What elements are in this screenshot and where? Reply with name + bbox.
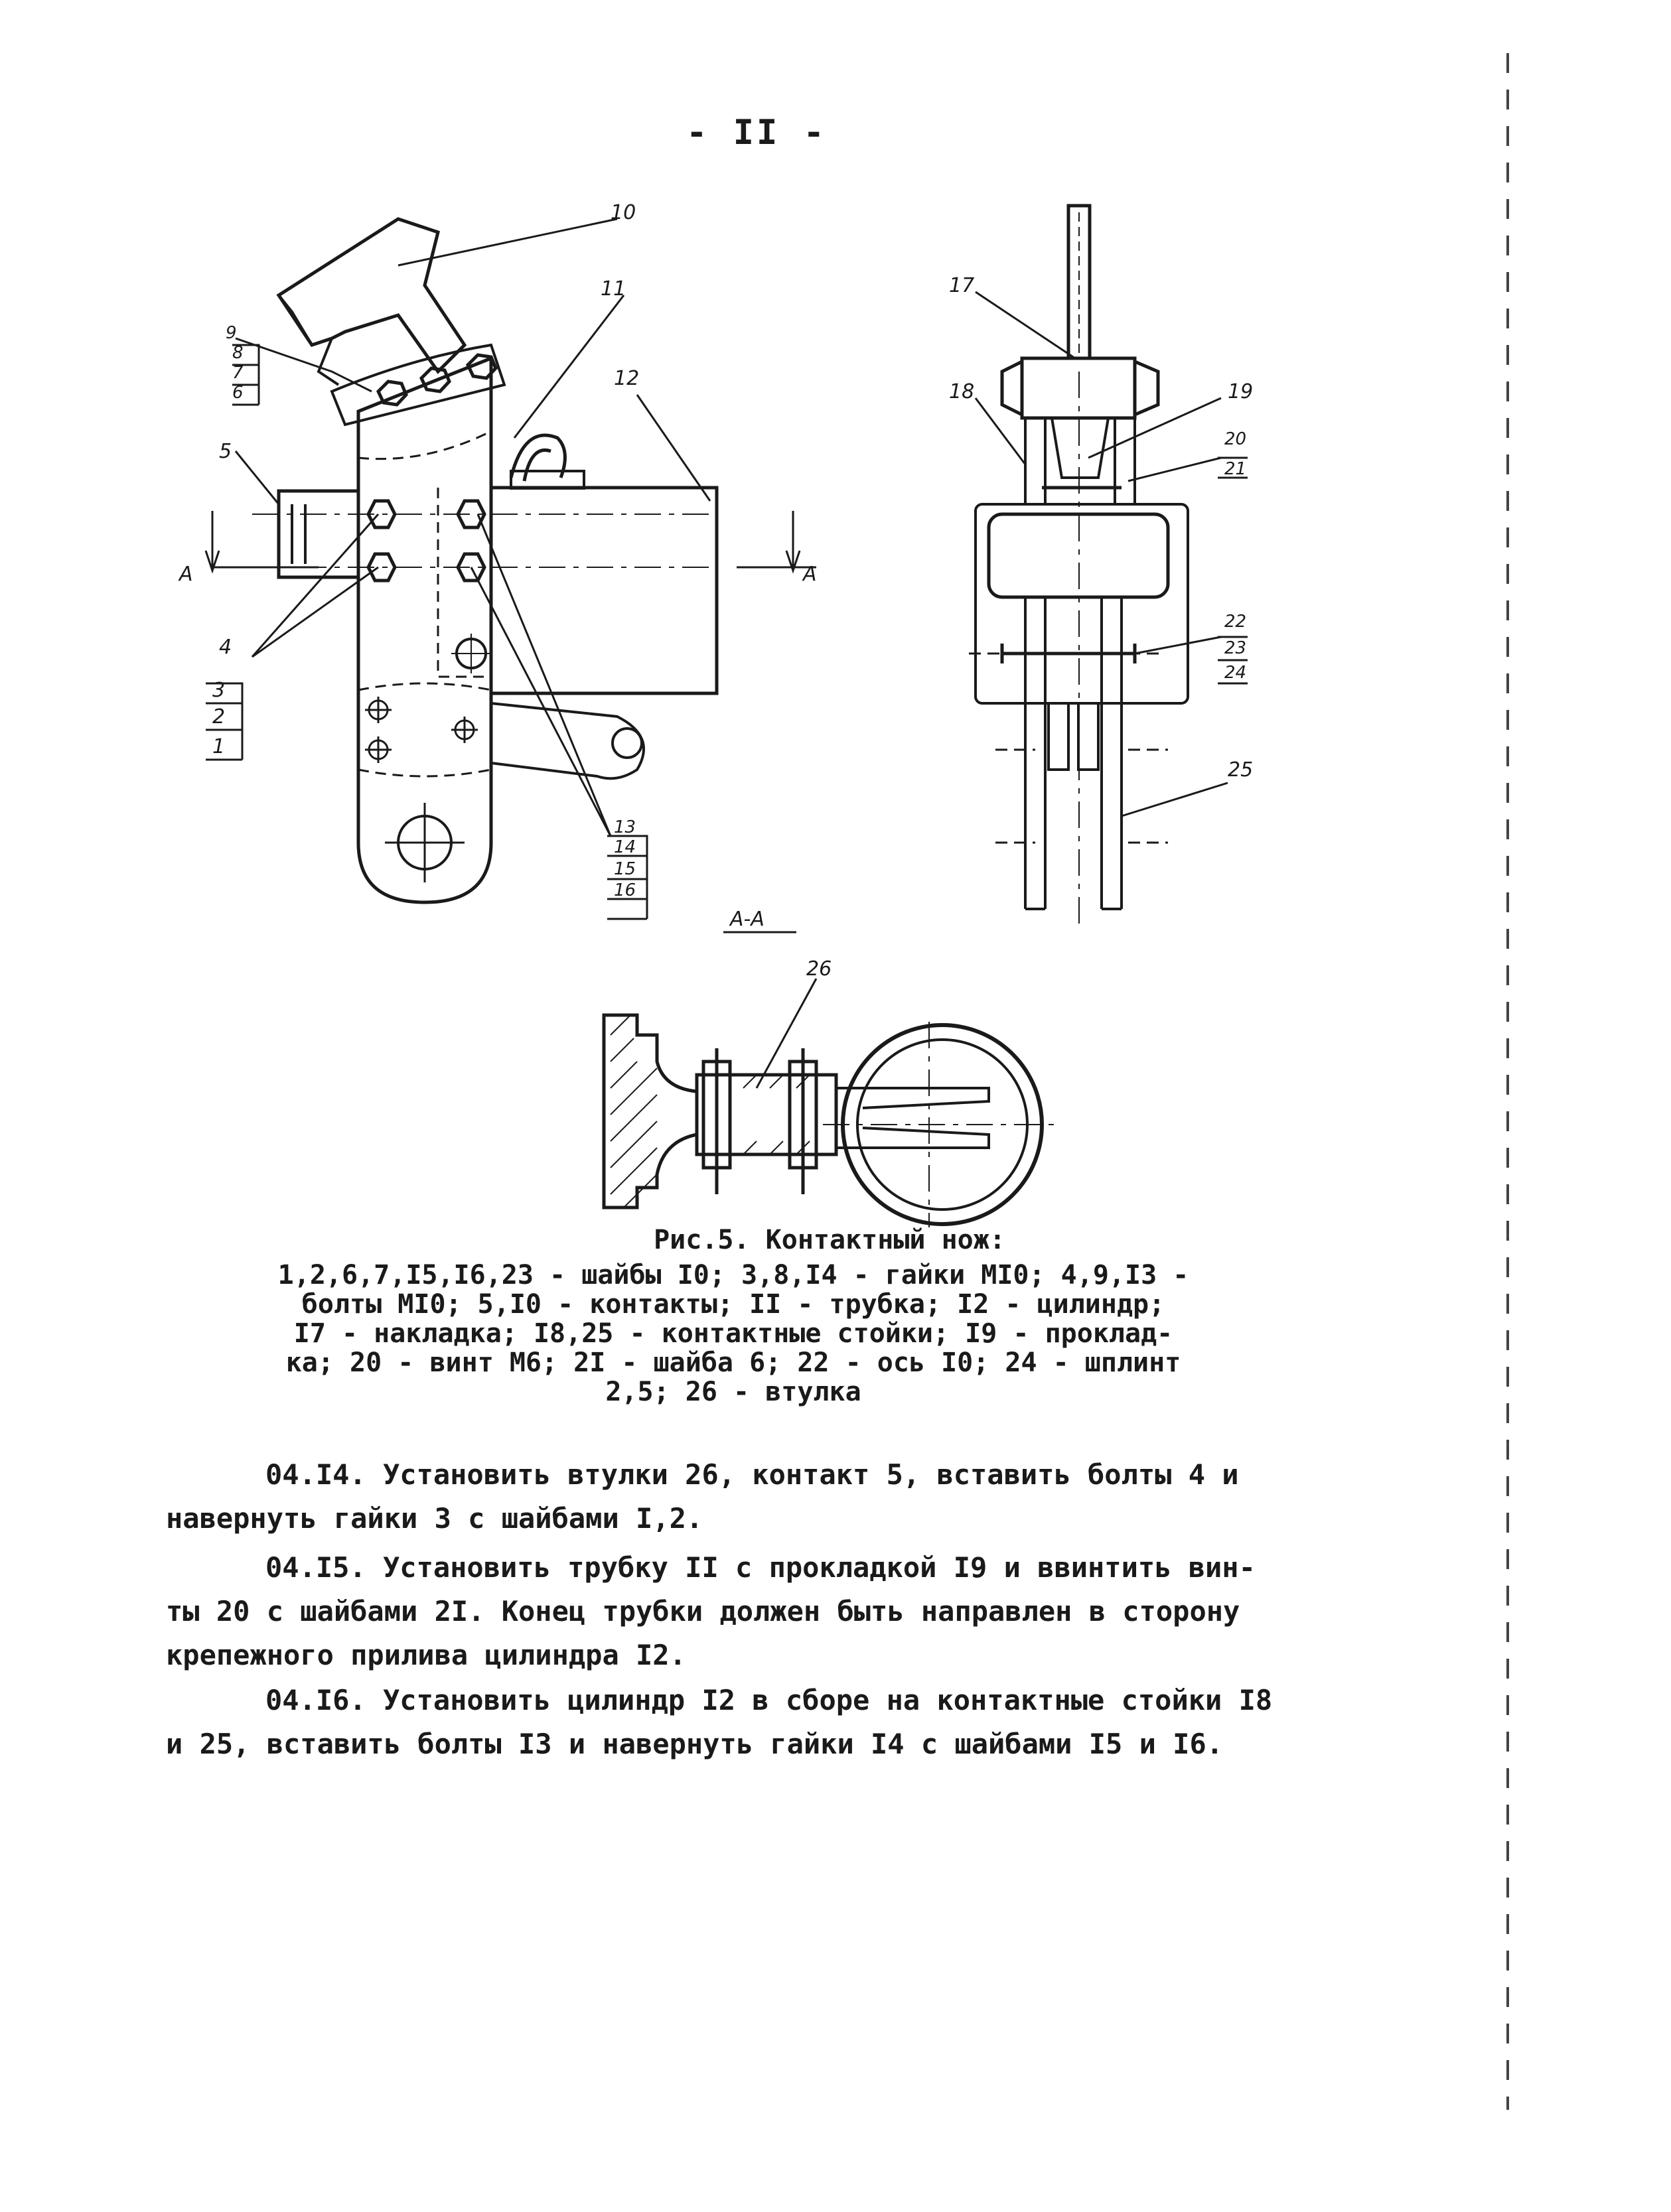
- hole-mid-cross: [451, 634, 491, 673]
- figure-caption-title: Рис.5. Контактный нож:: [654, 1225, 1005, 1255]
- section-center-lines: [823, 1022, 1055, 1227]
- label-25: 25: [1228, 758, 1254, 782]
- caption-line: 1,2,6,7,I5,I6,23 - шайбы I0; 3,8,I4 - гайки МI0; 4,9,I3 -: [277, 1260, 1189, 1290]
- label-12: 12: [614, 367, 640, 390]
- stand-nut-right: [1135, 362, 1158, 415]
- label-17: 17: [949, 274, 975, 297]
- label-16: 16: [614, 880, 636, 900]
- front-dash-lines: [995, 750, 1168, 843]
- page-number: - II -: [686, 113, 827, 153]
- gasket-19: [1052, 418, 1108, 478]
- bolt-13-right: [790, 1048, 816, 1194]
- paragraph-04-15: [166, 1546, 1294, 1677]
- paragraph-line: и 25, вставить болты I3 и навернуть гайки I4 с шайбами I5 и I6.: [166, 1728, 1224, 1760]
- caption-line: ка; 20 - винт М6; 2I - шайба 6; 22 - ось I0; 24 - шплинт: [285, 1348, 1181, 1378]
- stand-nut-left: [1002, 362, 1022, 415]
- bushings-lower: [1049, 703, 1098, 770]
- label-1: 1: [212, 735, 226, 758]
- paragraph-line: крепежного прилива цилиндра I2.: [166, 1639, 686, 1671]
- label-26: 26: [806, 957, 832, 981]
- section-aa-title: A-A: [730, 908, 764, 931]
- label-10: 10: [611, 201, 636, 224]
- section-mark-left: A: [179, 563, 193, 586]
- front-leaders: [976, 292, 1248, 816]
- label-21: 21: [1224, 459, 1247, 479]
- bushing-26-hatch: [743, 1075, 810, 1154]
- paragraph-line: 04.I4. Установить втулки 26, контакт 5, вставить болты 4 и: [265, 1458, 1239, 1491]
- lower-holes: [365, 697, 478, 763]
- tube-11: [511, 435, 565, 481]
- label-20: 20: [1224, 429, 1247, 449]
- cylinder-lug: [491, 703, 644, 778]
- flange: [604, 1015, 697, 1208]
- scan-edge-line: [1506, 53, 1509, 2110]
- lug-hole: [613, 728, 642, 758]
- label-9: 9: [226, 323, 237, 343]
- label-4: 4: [219, 636, 232, 659]
- caption-line: I7 - накладка; I8,25 - контактные стойки; I9 - проклад-: [293, 1318, 1173, 1349]
- tube-11-base: [511, 471, 584, 488]
- contact-10-shape: [279, 219, 465, 372]
- paragraph-04-16: [166, 1679, 1294, 1766]
- front-view: [969, 206, 1248, 929]
- label-18: 18: [949, 380, 975, 403]
- bottom-hole-cross: [385, 803, 465, 882]
- caption-line: болты МI0; 5,I0 - контакты; II - трубка; I2 - цилиндр;: [301, 1289, 1165, 1320]
- label-8: 8: [232, 343, 244, 363]
- cylinder-12: [491, 488, 717, 693]
- label-13: 13: [614, 817, 636, 837]
- caption-line: 2,5; 26 - втулка: [605, 1377, 861, 1407]
- label-7: 7: [232, 363, 244, 383]
- stands-18: [1025, 418, 1135, 504]
- bolt-13-left: [703, 1048, 730, 1194]
- label-5: 5: [219, 440, 232, 463]
- paragraph-04-14: [166, 1453, 1294, 1541]
- contact-5-inner: [292, 504, 305, 564]
- label-11: 11: [601, 277, 626, 301]
- stands-25: [1025, 597, 1122, 909]
- paragraph-line: навернуть гайки 3 с шайбами I,2.: [166, 1502, 703, 1535]
- label-23: 23: [1224, 638, 1247, 658]
- axle-22: [1002, 644, 1135, 663]
- side-view: [206, 219, 816, 919]
- label-14: 14: [614, 837, 636, 857]
- cylinder-12-front: [976, 504, 1188, 703]
- figure-caption-body: [219, 1261, 1248, 1407]
- leader-26: [757, 979, 816, 1088]
- label-15: 15: [614, 859, 636, 879]
- label-19: 19: [1228, 380, 1254, 403]
- section-line: [212, 511, 816, 567]
- label-3: 3: [212, 679, 226, 702]
- label-24: 24: [1224, 663, 1247, 683]
- mid-bolts: [368, 501, 484, 581]
- label-22: 22: [1224, 612, 1247, 632]
- label-6: 6: [232, 383, 244, 403]
- section-mark-right: A: [803, 563, 817, 586]
- paragraph-line: 04.I6. Установить цилиндр I2 в сборе на контактные стойки I8: [265, 1684, 1273, 1716]
- label-2: 2: [212, 705, 226, 728]
- paragraph-line: ты 20 с шайбами 2I. Конец трубки должен быть направлен в сторону: [166, 1595, 1240, 1627]
- flange-hatch: [611, 1015, 657, 1208]
- paragraph-line: 04.I5. Установить трубку II с прокладкой I9 и ввинтить вин-: [265, 1551, 1256, 1584]
